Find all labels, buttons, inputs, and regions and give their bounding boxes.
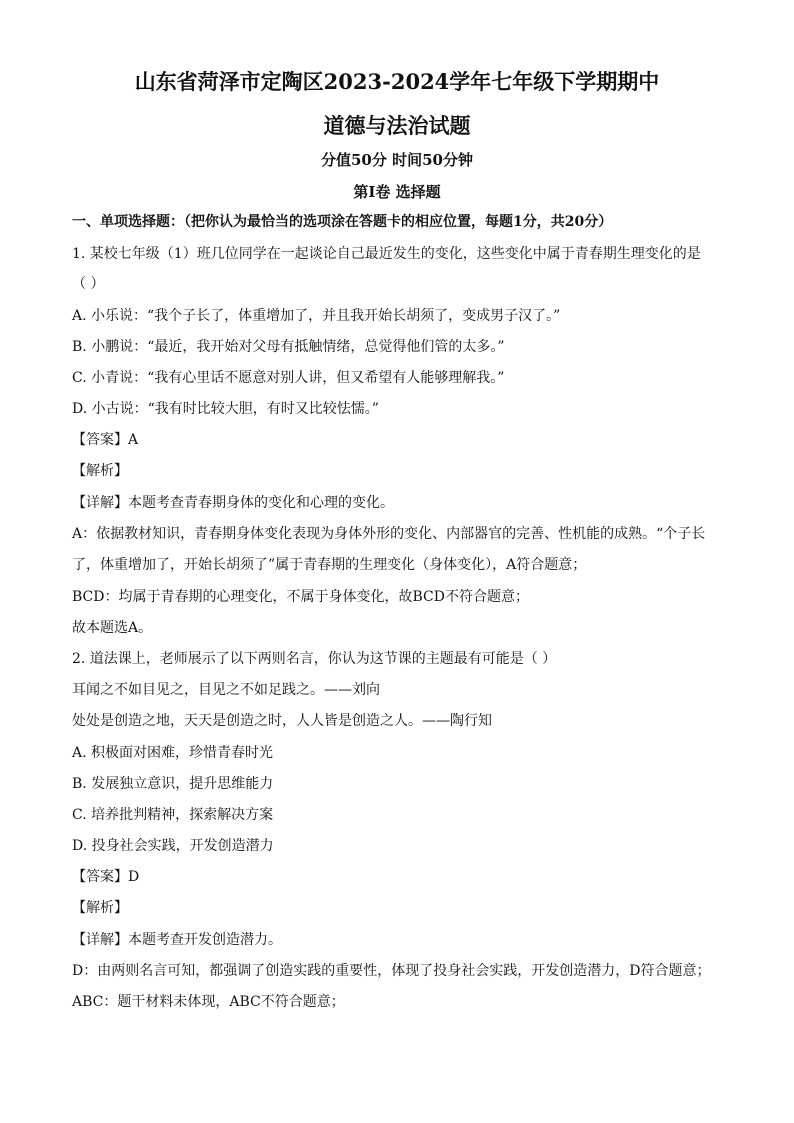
q1-stem-line2: （ ） <box>72 276 105 292</box>
q1-answer: 【答案】A <box>72 432 139 448</box>
volume-title: 第Ⅰ卷 选择题 <box>353 183 441 201</box>
q2-quote2: 处处是创造之地，天天是创造之时，人人皆是创造之人。——陶行知 <box>72 713 492 729</box>
q2-quote1: 耳闻之不如目见之，目见之不如足践之。——刘向 <box>72 682 380 698</box>
q1-option-b: B. 小鹏说：“最近，我开始对父母有抵触情绪，总觉得他们管的太多。” <box>72 339 505 355</box>
q2-option-d: D. 投身社会实践，开发创造潜力 <box>72 838 274 854</box>
section-heading: 一、单项选择题：（把你认为最恰当的选项涂在答题卡的相应位置，每题1分，共20分） <box>72 214 613 230</box>
q2-explain-abc: ABC：题干材料未体现，ABC不符合题意； <box>72 994 345 1010</box>
q2-stem: 2. 道法课上，老师展示了以下两则名言，你认为这节课的主题最有可能是（ ） <box>72 651 557 667</box>
document-title: 山东省菏泽市定陶区2023-2024学年七年级下学期期中 <box>134 69 660 94</box>
q2-analysis-label: 【解析】 <box>72 900 128 916</box>
q1-conclusion: 故本题选A。 <box>72 620 153 636</box>
q1-option-d: D. 小古说：“我有时比较大胆，有时又比较怯懦。” <box>72 401 379 417</box>
q1-stem-line1: 1. 某校七年级（1）班几位同学在一起谈论自己最近发生的变化，这些变化中属于青春期生理变化的是 <box>72 246 701 262</box>
q2-option-c: C. 培养批判精神，探索解决方案 <box>72 807 274 823</box>
q2-answer: 【答案】D <box>72 869 140 885</box>
q1-explain-a-line2: 了，体重增加了，开始长胡须了”属于青春期的生理变化（身体变化），A符合题意； <box>72 557 587 573</box>
q1-explain-a-line1: A：依据教材知识，青春期身体变化表现为身体外形的变化、内部器官的完善、性机能的成熟。“个子长 <box>72 526 706 542</box>
q1-option-c: C. 小青说：“我有心里话不愿意对别人讲，但又希望有人能够理解我。” <box>72 370 505 386</box>
q1-option-a: A. 小乐说：“我个子长了，体重增加了，并且我开始长胡须了，变成男子汉了。” <box>72 308 561 324</box>
q2-explain-d: D：由两则名言可知，都强调了创造实践的重要性，体现了投身社会实践，开发创造潜力，D符合题意； <box>72 963 711 979</box>
q1-analysis-label: 【解析】 <box>72 463 128 479</box>
q2-option-b: B. 发展独立意识，提升思维能力 <box>72 776 274 792</box>
subject-title: 道德与法治试题 <box>323 113 471 138</box>
q2-detail: 【详解】本题考查开发创造潜力。 <box>72 932 282 948</box>
score-time-info: 分值50分 时间50分钟 <box>321 151 473 169</box>
q2-option-a: A. 积极面对困难，珍惜青春时光 <box>72 745 274 761</box>
q1-detail: 【详解】本题考查青春期身体的变化和心理的变化。 <box>72 495 394 511</box>
q1-explain-bcd: BCD：均属于青春期的心理变化，不属于身体变化，故BCD不符合题意； <box>72 589 529 605</box>
